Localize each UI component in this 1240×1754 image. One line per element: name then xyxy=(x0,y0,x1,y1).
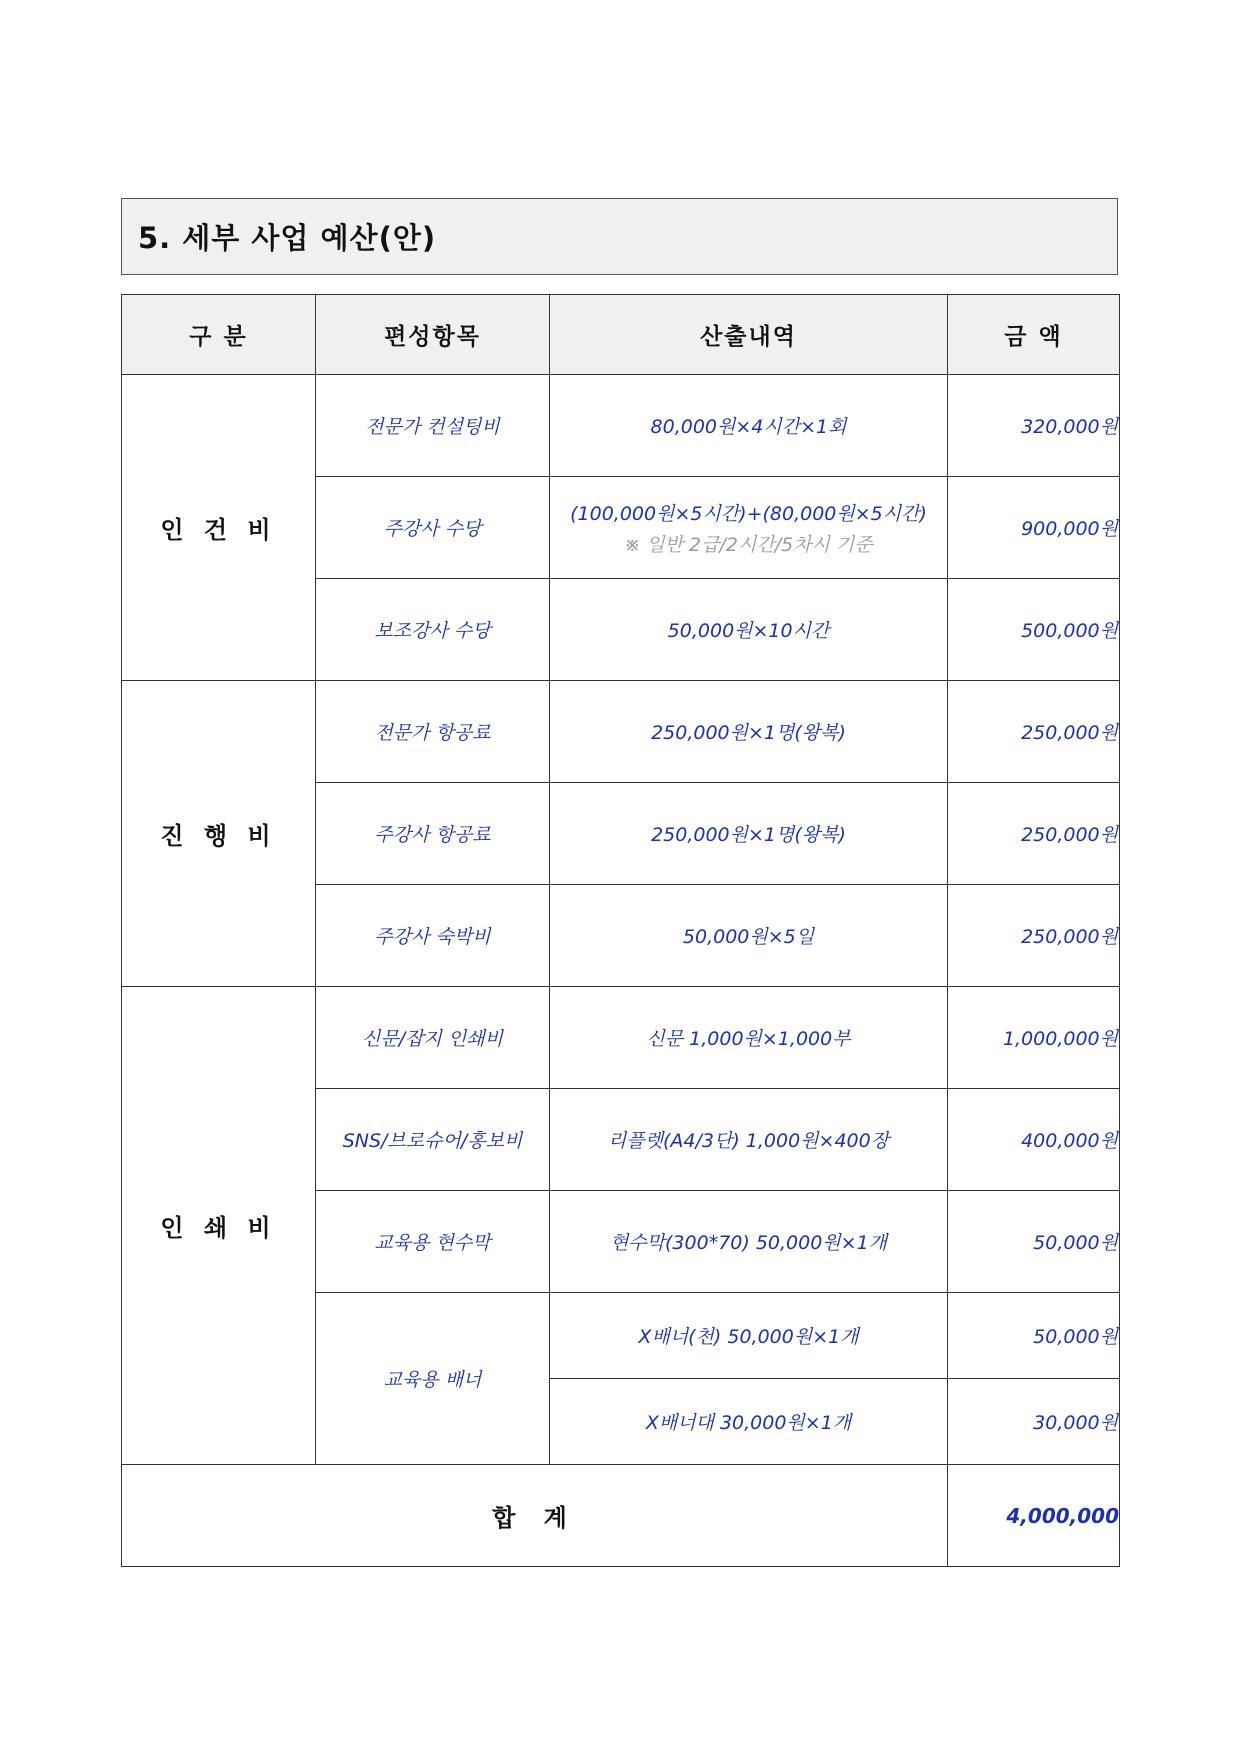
calculation-text: (100,000원×5시간)+(80,000원×5시간) xyxy=(570,502,927,525)
amount-cell: 30,000원 xyxy=(948,1379,1120,1465)
category-printing: 인 쇄 비 xyxy=(122,987,316,1465)
amount-cell: 400,000원 xyxy=(948,1089,1120,1191)
calculation-cell xyxy=(550,477,948,579)
header-item: 편성항목 xyxy=(316,295,550,375)
calculation-cell: 80,000원×4시간×1회 xyxy=(550,375,948,477)
amount-cell: 1,000,000원 xyxy=(948,987,1120,1089)
calculation-cell: X배너대 30,000원×1개 xyxy=(550,1379,948,1465)
section-title-box xyxy=(121,198,1118,275)
header-calculation: 산출내역 xyxy=(550,295,948,375)
table-row xyxy=(122,375,1120,477)
calculation-note: ※ 일반 2급/2시간/5차시 기준 xyxy=(624,533,873,556)
table-row xyxy=(122,987,1120,1089)
item-cell: 교육용 현수막 xyxy=(316,1191,550,1293)
amount-cell: 500,000원 xyxy=(948,579,1120,681)
table-header-row xyxy=(122,295,1120,375)
amount-cell: 900,000원 xyxy=(948,477,1120,579)
item-cell: 주강사 수당 xyxy=(316,477,550,579)
amount-cell: 250,000원 xyxy=(948,783,1120,885)
item-cell: 전문가 항공료 xyxy=(316,681,550,783)
category-operating: 진 행 비 xyxy=(122,681,316,987)
table-row xyxy=(122,681,1120,783)
item-cell: 주강사 숙박비 xyxy=(316,885,550,987)
budget-table xyxy=(121,294,1120,1567)
calculation-cell: 250,000원×1명(왕복) xyxy=(550,681,948,783)
amount-cell: 250,000원 xyxy=(948,885,1120,987)
item-cell: 신문/잡지 인쇄비 xyxy=(316,987,550,1089)
calculation-cell: X배너(천) 50,000원×1개 xyxy=(550,1293,948,1379)
total-row xyxy=(122,1465,1120,1567)
item-cell: 주강사 항공료 xyxy=(316,783,550,885)
amount-cell: 50,000원 xyxy=(948,1191,1120,1293)
header-category: 구 분 xyxy=(122,295,316,375)
category-personnel: 인 건 비 xyxy=(122,375,316,681)
amount-cell: 320,000원 xyxy=(948,375,1120,477)
calculation-cell: 250,000원×1명(왕복) xyxy=(550,783,948,885)
amount-cell: 50,000원 xyxy=(948,1293,1120,1379)
total-label: 합 계 xyxy=(122,1465,948,1567)
item-cell: SNS/브로슈어/홍보비 xyxy=(316,1089,550,1191)
calculation-cell: 신문 1,000원×1,000부 xyxy=(550,987,948,1089)
item-cell: 전문가 컨설팅비 xyxy=(316,375,550,477)
calculation-cell: 50,000원×5일 xyxy=(550,885,948,987)
header-amount: 금 액 xyxy=(948,295,1120,375)
item-cell: 보조강사 수당 xyxy=(316,579,550,681)
item-cell: 교육용 배너 xyxy=(316,1293,550,1465)
calculation-cell: 현수막(300*70) 50,000원×1개 xyxy=(550,1191,948,1293)
calculation-cell: 리플렛(A4/3단) 1,000원×400장 xyxy=(550,1089,948,1191)
calculation-cell: 50,000원×10시간 xyxy=(550,579,948,681)
total-amount: 4,000,000 xyxy=(948,1465,1120,1567)
section-title: 5. 세부 사업 예산(안) xyxy=(138,221,437,255)
amount-cell: 250,000원 xyxy=(948,681,1120,783)
